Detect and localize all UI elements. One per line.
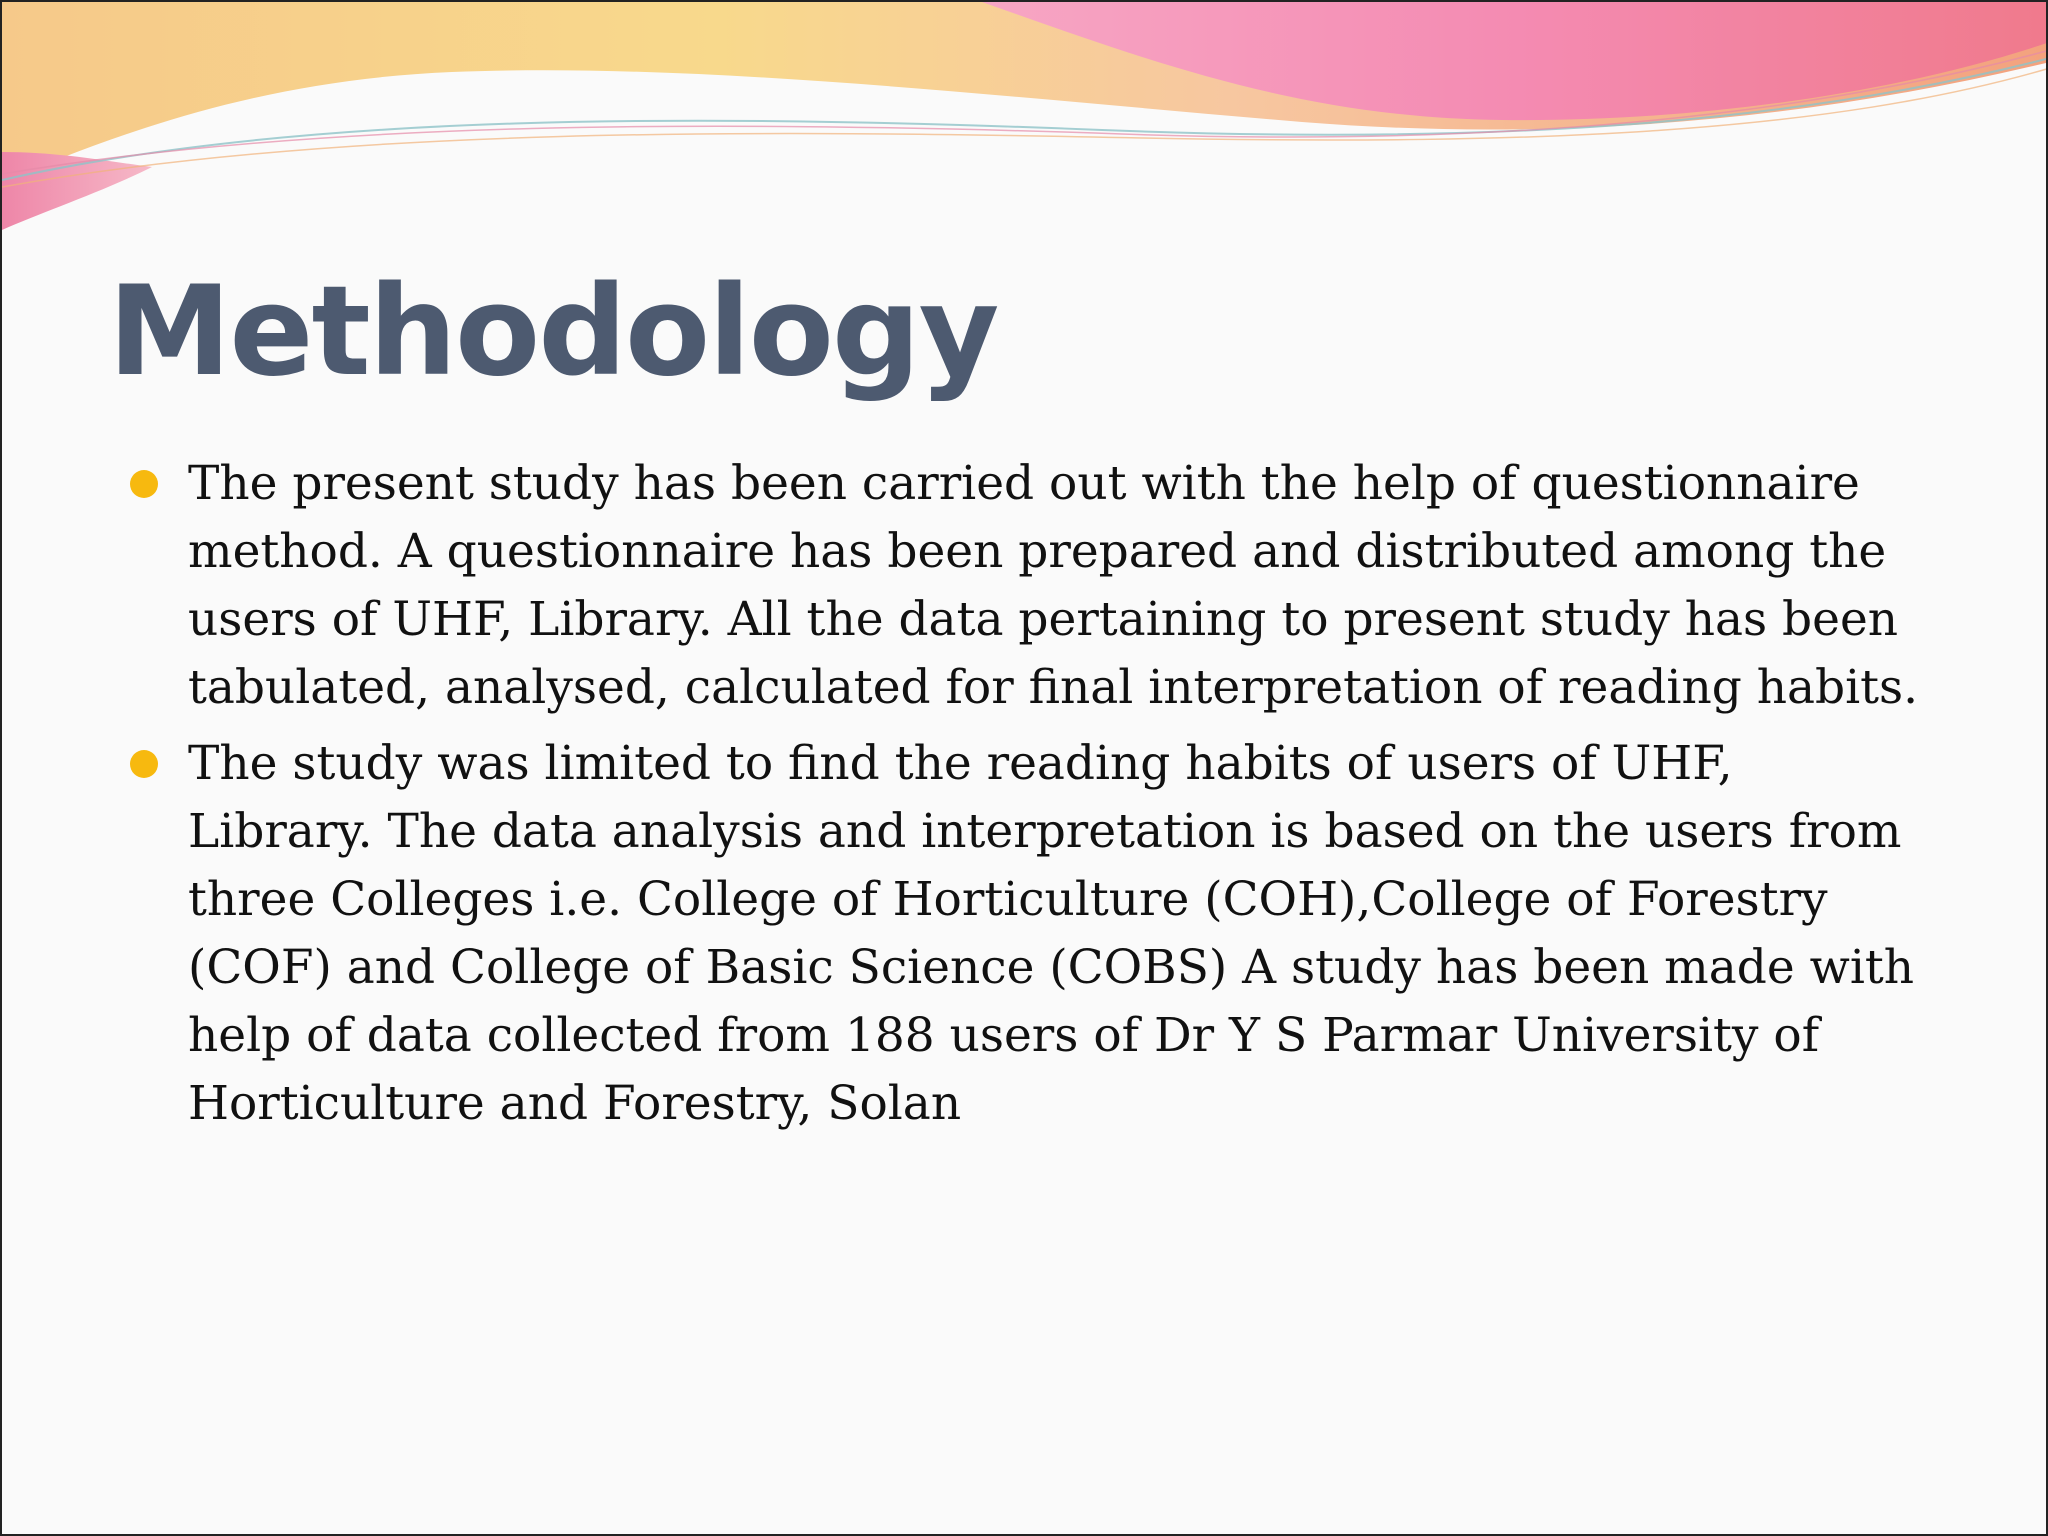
bullet-text: The study was limited to find the reading habits of users of UHF, Library. The data analysis and interpretation is based on the users from three Colleges i.e. College of Horticulture (COH),College of Forestry (COF) and College of Basic Science (COBS) A study has been made with help of data collected from 188 users of Dr Y S Parmar University of Horticulture and Forestry, Solan xyxy=(188,736,1915,1131)
bullet-text: The present study has been carried out with the help of questionnaire method. A questionnaire has been prepared and distributed among the users of UHF, Library. All the data pertaining to present study has been tabulated, analysed, calculated for final interpretation of reading habits. xyxy=(188,456,1919,715)
bullet-dot-icon xyxy=(130,470,158,498)
bullet-item-1 xyxy=(126,450,1926,722)
bullet-list xyxy=(126,450,1926,1146)
bullet-item-2 xyxy=(126,730,1926,1138)
header-wave-decoration xyxy=(2,2,2048,242)
slide-title: Methodology xyxy=(108,260,998,404)
bullet-dot-icon xyxy=(130,750,158,778)
